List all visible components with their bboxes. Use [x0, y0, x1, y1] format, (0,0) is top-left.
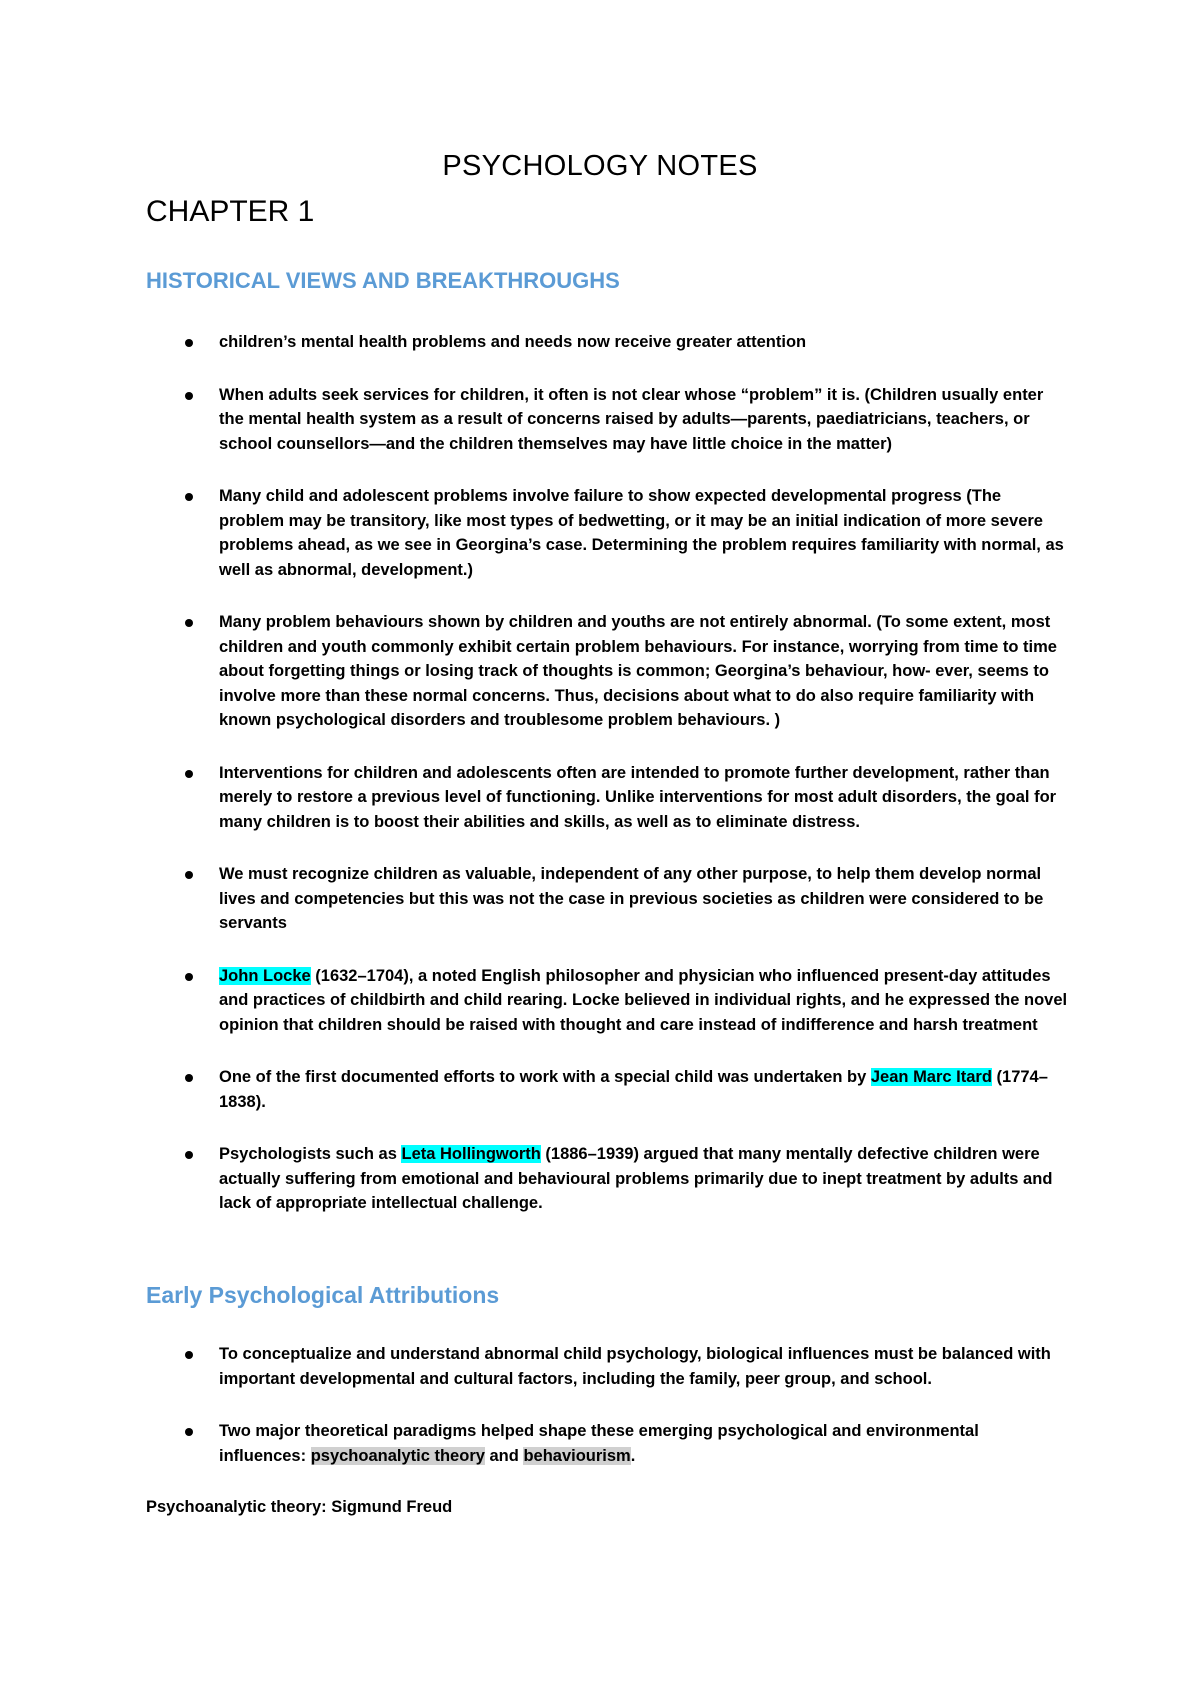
bullet-text-pre: One of the first documented efforts to work with a special child was undertaken by	[219, 1068, 871, 1086]
section-heading-historical: HISTORICAL VIEWS AND BREAKTHROUGHS	[146, 268, 620, 293]
bullet-dot-icon	[185, 973, 193, 981]
bullet-dot-icon	[185, 871, 193, 879]
section-heading-early-attributions: Early Psychological Attributions	[146, 1282, 500, 1308]
bullet-item	[0, 610, 1069, 733]
highlight-john-locke: John Locke	[219, 966, 311, 985]
bullet-dot-icon	[185, 1351, 193, 1359]
bullet-text-pre: Two major theoretical paradigms helped shape these emerging psychological and environmental influences:	[219, 1422, 979, 1465]
bullet-dot-icon	[185, 493, 193, 501]
bullet-item	[0, 1419, 1069, 1468]
bullet-item	[0, 330, 1069, 355]
bullet-text-post: (1886–1939) argued that many mentally defective children were actually suffering from emotional and behavioural problems primarily due to inept treatment by adults and lack of appropriate intellectual challenge.	[219, 1145, 1053, 1212]
bullet-dot-icon	[185, 392, 193, 400]
chapter-title: CHAPTER 1	[146, 195, 315, 228]
highlight-behaviourism: behaviourism	[523, 1446, 631, 1465]
highlight-leta-hollingworth: Leta Hollingworth	[401, 1145, 541, 1163]
subheading-psychoanalytic-theory: Psychoanalytic theory: Sigmund Freud	[146, 1498, 453, 1516]
bullet-text: When adults seek services for children, it often is not clear whose “problem” it is. (Children usually enter the mental health system as a result of concerns raised by adults—parents, paediatricians, teachers, or school counsellors—and the children themselves may have little choice in the matter)	[219, 385, 1044, 453]
bullet-list-early-attributions	[0, 1342, 1200, 1496]
bullet-text: Many problem behaviours shown by children and youths are not entirely abnormal. (To some extent, most children and youth commonly exhibit certain problem behaviours. For instance, worrying from time to time about forgetting things or losing track of thoughts is common; Georgina’s behaviour, how- ever, seems to involve more than these normal concerns. Thus, decisions about what to do also require familiarity with known psychological disorders and troublesome problem behaviours. )	[219, 613, 1057, 729]
bullet-dot-icon	[185, 1074, 193, 1082]
bullet-dot-icon	[185, 1428, 193, 1436]
bullet-text-post: (1774–1838).	[219, 1068, 1048, 1111]
bullet-item	[0, 964, 1069, 1038]
bullet-dot-icon	[185, 339, 193, 347]
bullet-dot-icon	[185, 619, 193, 627]
bullet-dot-icon	[185, 770, 193, 778]
bullet-text: Interventions for children and adolescents often are intended to promote further development, rather than merely to restore a previous level of functioning. Unlike interventions for most adult disorders, the goal for many children is to boost their abilities and skills, as well as to eliminate distress.	[219, 763, 1057, 831]
bullet-text: Many child and adolescent problems involve failure to show expected developmental progress (The problem may be transitory, like most types of bedwetting, or it may be an initial indication of more severe problems ahead, as we see in Georgina’s case. Determining the problem requires familiarity with normal, as well as abnormal, development.)	[219, 487, 1064, 579]
bullet-item	[0, 761, 1069, 835]
bullet-item	[0, 862, 1069, 936]
bullet-text: We must recognize children as valuable, independent of any other purpose, to help them develop normal lives and competencies but this was not the case in previous societies as children were considered to be servants	[219, 865, 1044, 932]
highlight-psychoanalytic-theory: psychoanalytic theory	[310, 1446, 485, 1465]
bullet-text: To conceptualize and understand abnormal child psychology, biological influences must be balanced with important developmental and cultural factors, including the family, peer group, and school.	[219, 1345, 1051, 1388]
bullet-dot-icon	[185, 1151, 193, 1159]
bullet-list-historical	[0, 330, 1200, 1244]
bullet-item	[0, 1142, 1069, 1216]
bullet-item	[0, 484, 1069, 582]
highlight-jean-marc-itard: Jean Marc Itard	[870, 1068, 992, 1086]
bullet-item	[0, 1342, 1069, 1391]
bullet-text: children’s mental health problems and needs now receive greater attention	[219, 333, 807, 351]
bullet-text-post: (1632–1704), a noted English philosopher and physician who influenced present-day attitudes and practices of childbirth and child rearing. Locke believed in individual rights, and he expressed the novel opinion that children should be raised with thought and care instead of indifference and harsh treatment	[219, 966, 1068, 1034]
bullet-text-mid: and	[484, 1446, 524, 1465]
bullet-item	[0, 383, 1069, 457]
bullet-text-pre: Psychologists such as	[219, 1145, 402, 1163]
bullet-text-post: .	[630, 1446, 636, 1465]
document-title: PSYCHOLOGY NOTES	[442, 150, 758, 182]
bullet-item	[0, 1065, 1069, 1114]
